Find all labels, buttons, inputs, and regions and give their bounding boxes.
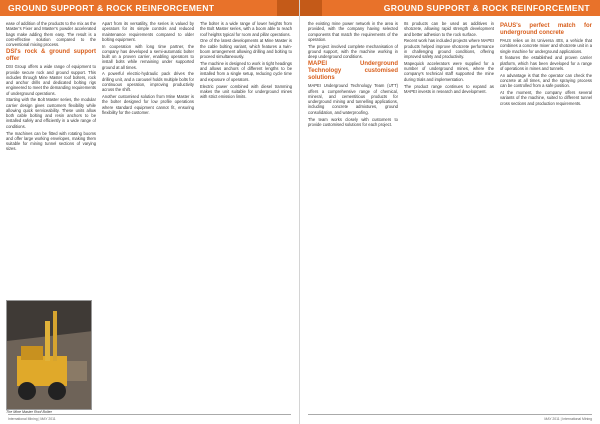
banner-edge-block: [300, 0, 322, 16]
right-footer: MAY 2011 | International Mining: [544, 417, 592, 421]
section-heading-paus: PAUS's perfect match for underground concrete: [500, 22, 592, 36]
footer-rule: [8, 414, 291, 415]
paragraph: The product range continues to expand as MAPEI invests in research and development.: [404, 83, 494, 94]
paragraph: MAPEI Underground Technology Team (UTT) offers a comprehensive range of chemical, mineral, and cementitious products for underground mining and tunnelling applications, including concrete admixtures, ground consolidation, and waterproofing.: [308, 83, 398, 115]
photo-caption: The Mine Master Roof Bolter: [6, 410, 52, 414]
right-column-3: [500, 21, 592, 107]
right-column-1: [308, 21, 398, 129]
banner-edge-block: [277, 0, 299, 16]
paragraph: Recent work has included projects where MAPEI products helped improve shotcrete performance in challenging ground conditions, offering improved safety and productivity.: [404, 38, 494, 60]
paragraph: Apart from its versatility, the series is valued by operators for its simple controls and reduced maintenance requirements compared to older bolting equipment.: [102, 21, 194, 42]
roof-bolter-image: [7, 301, 92, 410]
paragraph: A powerful electric-hydraulic pack drives the drilling unit, and a carousel holds multiple bolts for continuous operation, improving productivity across the shift.: [102, 71, 194, 93]
right-page: [300, 0, 600, 424]
intro-paragraph: ease of addition of the products to the mix as the Master‘s Fixer and Master’s powder accelerated bags make adding them easy. The result is a cost-effective solution compared to the conventional mixing process.: [6, 21, 96, 47]
paragraph: The bolter is a wide range of lower heights from the Bolt Master series, with a boom able to reach roof heights typical for room and pillar operations.: [200, 21, 292, 37]
left-section-banner: [0, 0, 299, 16]
right-section-banner: [300, 0, 600, 16]
section-heading-dsi: DSI's rock & ground support offer: [6, 48, 96, 62]
paragraph: An advantage is that the operator can check the concrete at all times, and the spraying process can be controlled from a safe position.: [500, 72, 592, 89]
section-heading-mapei: MAPEI Underground Technology customised solutions: [308, 60, 398, 81]
paragraph: Electric power combined with diesel tramming makes the unit suitable for underground mines with strict emission limits.: [200, 83, 292, 100]
paragraph: Mapequick accelerators were supplied for a number of underground mines, where the company's technical staff supported the mine during trials and implementation.: [404, 60, 494, 82]
left-column-2: [102, 21, 194, 117]
paragraph: Starting with the Bolt Master series, the modular carrier design gives customers flexibility while allowing quick serviceability. These units allow both cable bolting and resin anchors to be installed safely and efficiently in a wide range of conditions.: [6, 97, 96, 129]
right-banner-title: GROUND SUPPORT & ROCK REINFORCEMENT: [383, 3, 590, 13]
paragraph: PAUS relies on its Universa 40S, a vehicle that combines a concrete mixer and shotcrete unit in a single machine for underground applications.: [500, 38, 592, 54]
left-banner-title: GROUND SUPPORT & ROCK REINFORCEMENT: [8, 3, 215, 13]
paragraph: It features the established and proven carrier platform, which has been developed for a range of operations in mines and tunnels.: [500, 55, 592, 71]
paragraph: At the moment, the company offers several variants of the machine, suited to different tunnel cross sections and production requirements.: [500, 90, 592, 106]
left-column-3: [200, 21, 292, 101]
paragraph: In cooperation with long time partner, the company has developed a semi-automatic bolter built on a proven carrier, enabling operators to install bolts while remaining under supported ground at all times.: [102, 43, 194, 70]
footer-rule: [308, 414, 592, 415]
paragraph: The project involved complete mechanisation of ground support, with the machine working in deep underground conditions.: [308, 43, 398, 60]
right-column-2: [404, 21, 494, 96]
paragraph: One of the latest developments at Mine Master is the cable bolting variant, which features a twin-boom arrangement allowing drilling and bolting to proceed simultaneously.: [200, 38, 292, 60]
paragraph: The machine is designed to work in tight headings and allows anchors of different lengths to be installed from a single setup, reducing cycle time and exposure of operators.: [200, 60, 292, 82]
left-column-1: [6, 21, 96, 153]
paragraph: the existing mine power network in the area is provided, with the company having selected components that match the requirements of the operation.: [308, 21, 398, 42]
left-footer: International Mining | MAY 2011: [8, 417, 56, 421]
paragraph: The machines can be fitted with rotating booms and offer large working envelopes, making them suitable for mining tunnel sections of varying sizes.: [6, 130, 96, 152]
paragraph: Its products can be used as additives in shotcrete, allowing rapid strength development and better adhesion to the rock surface.: [404, 21, 494, 37]
paragraph: DSI Group offers a wide range of equipment to provide secure rock and ground support. This includes through Mine Master roof bolters, rock and anchor drills and dedicated bolting rigs engineered to meet the demanding requirements of underground operations.: [6, 64, 96, 96]
paragraph: The team works closely with customers to provide customised solutions for each project.: [308, 116, 398, 127]
paragraph: Another customised solution from Mine Master is the bolter designed for low profile operations where standard equipment cannot fit, ensuring flexibility for the customer.: [102, 94, 194, 115]
roof-bolter-photo: [6, 300, 92, 410]
